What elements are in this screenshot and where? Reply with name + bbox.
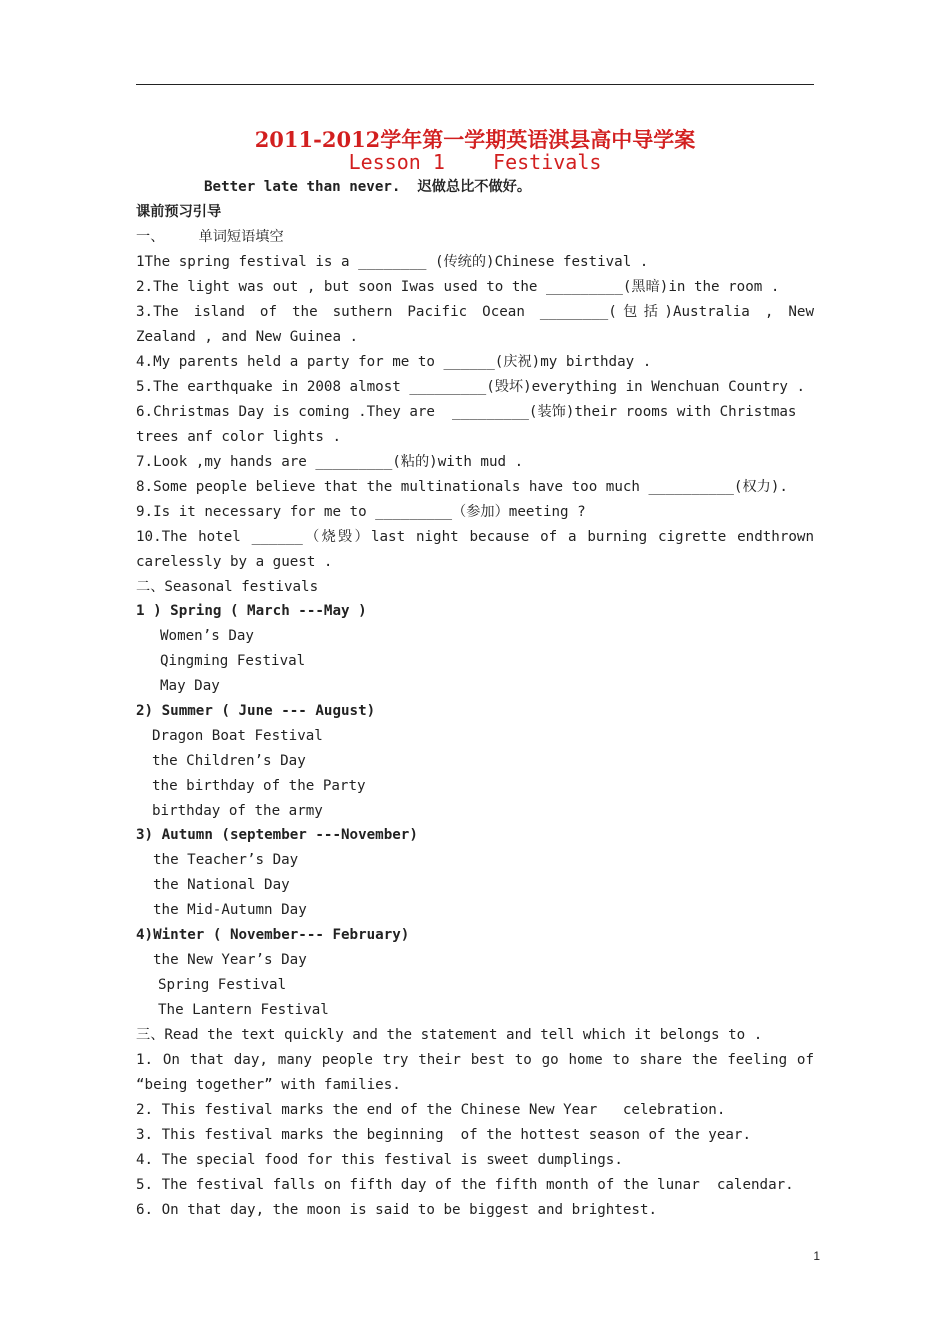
festival-item: the birthday of the Party [152, 778, 366, 794]
statement-item: 4. The special food for this festival is sweet dumplings. [136, 1152, 623, 1168]
part1-heading: 一、 单词短语填空 [136, 229, 284, 245]
festival-item: May Day [160, 678, 220, 694]
page-number: 1 [813, 1249, 820, 1263]
header-rule [136, 84, 814, 85]
fill-blank-item: 8.Some people believe that the multinationals have too much __________(权力). [136, 479, 788, 495]
festival-item: the National Day [153, 877, 290, 893]
fill-blank-item: 6.Christmas Day is coming .They are _________(装饰)their rooms with Christmas [136, 404, 797, 420]
festival-item: birthday of the army [152, 803, 323, 819]
fill-blank-item-continued: carelessly by a guest . [136, 554, 333, 570]
statement-item: 3. This festival marks the beginning of the hottest season of the year. [136, 1127, 751, 1143]
season-winter: 4)Winter ( November--- February) [136, 927, 410, 943]
season-summer: 2) Summer ( June --- August) [136, 703, 376, 719]
part2-heading: 二、Seasonal festivals [136, 579, 319, 595]
fill-blank-item-continued: Zealand , and New Guinea . [136, 329, 359, 345]
proverb: Better late than never. 迟做总比不做好。 [204, 179, 532, 195]
season-spring: 1 ) Spring ( March ---May ) [136, 603, 367, 619]
festival-item: Women’s Day [160, 628, 254, 644]
fill-blank-item: 3.The island of the suthern Pacific Ocean ________(包括)Australia , New [136, 304, 814, 320]
fill-blank-item: 1The spring festival is a ________ (传统的)Chinese festival . [136, 254, 649, 270]
lesson-title: Lesson 1 Festivals [348, 150, 602, 174]
fill-blank-item: 7.Look ,my hands are _________(粘的)with mud . [136, 454, 524, 470]
fill-blank-item: 10.The hotel ______（烧毁）last night because of a burning cigrette endthrown [136, 529, 814, 545]
statement-item-continued: “being together” with families. [136, 1077, 401, 1093]
festival-item: The Lantern Festival [158, 1002, 329, 1018]
statement-item: 2. This festival marks the end of the Chinese New Year celebration. [136, 1102, 726, 1118]
statement-item: 6. On that day, the moon is said to be biggest and brightest. [136, 1202, 658, 1218]
part3-heading: 三、Read the text quickly and the statement and tell which it belongs to . [136, 1027, 763, 1043]
festival-item: the New Year’s Day [153, 952, 307, 968]
fill-blank-item-continued: trees anf color lights . [136, 429, 341, 445]
festival-item: Dragon Boat Festival [152, 728, 323, 744]
festival-item: the Children’s Day [152, 753, 306, 769]
fill-blank-item: 2.The light was out , but soon Iwas used to the _________(黑暗)in the room . [136, 279, 780, 295]
season-autumn: 3) Autumn (september ---November) [136, 827, 418, 843]
document-title: 2011-2012学年第一学期英语淇县高中导学案 [254, 127, 696, 152]
fill-blank-item: 9.Is it necessary for me to _________（参加）meeting ? [136, 504, 586, 520]
statement-item: 1. On that day, many people try their best to go home to share the feeling of [136, 1052, 814, 1068]
section-heading: 课前预习引导 [136, 204, 222, 220]
statement-item: 5. The festival falls on fifth day of the fifth month of the lunar calendar. [136, 1177, 794, 1193]
festival-item: Spring Festival [158, 977, 287, 993]
fill-blank-item: 4.My parents held a party for me to ______(庆祝)my birthday . [136, 354, 652, 370]
festival-item: Qingming Festival [160, 653, 306, 669]
festival-item: the Teacher’s Day [153, 852, 299, 868]
fill-blank-item: 5.The earthquake in 2008 almost _________(毁坏)everything in Wenchuan Country . [136, 379, 805, 395]
festival-item: the Mid-Autumn Day [153, 902, 307, 918]
